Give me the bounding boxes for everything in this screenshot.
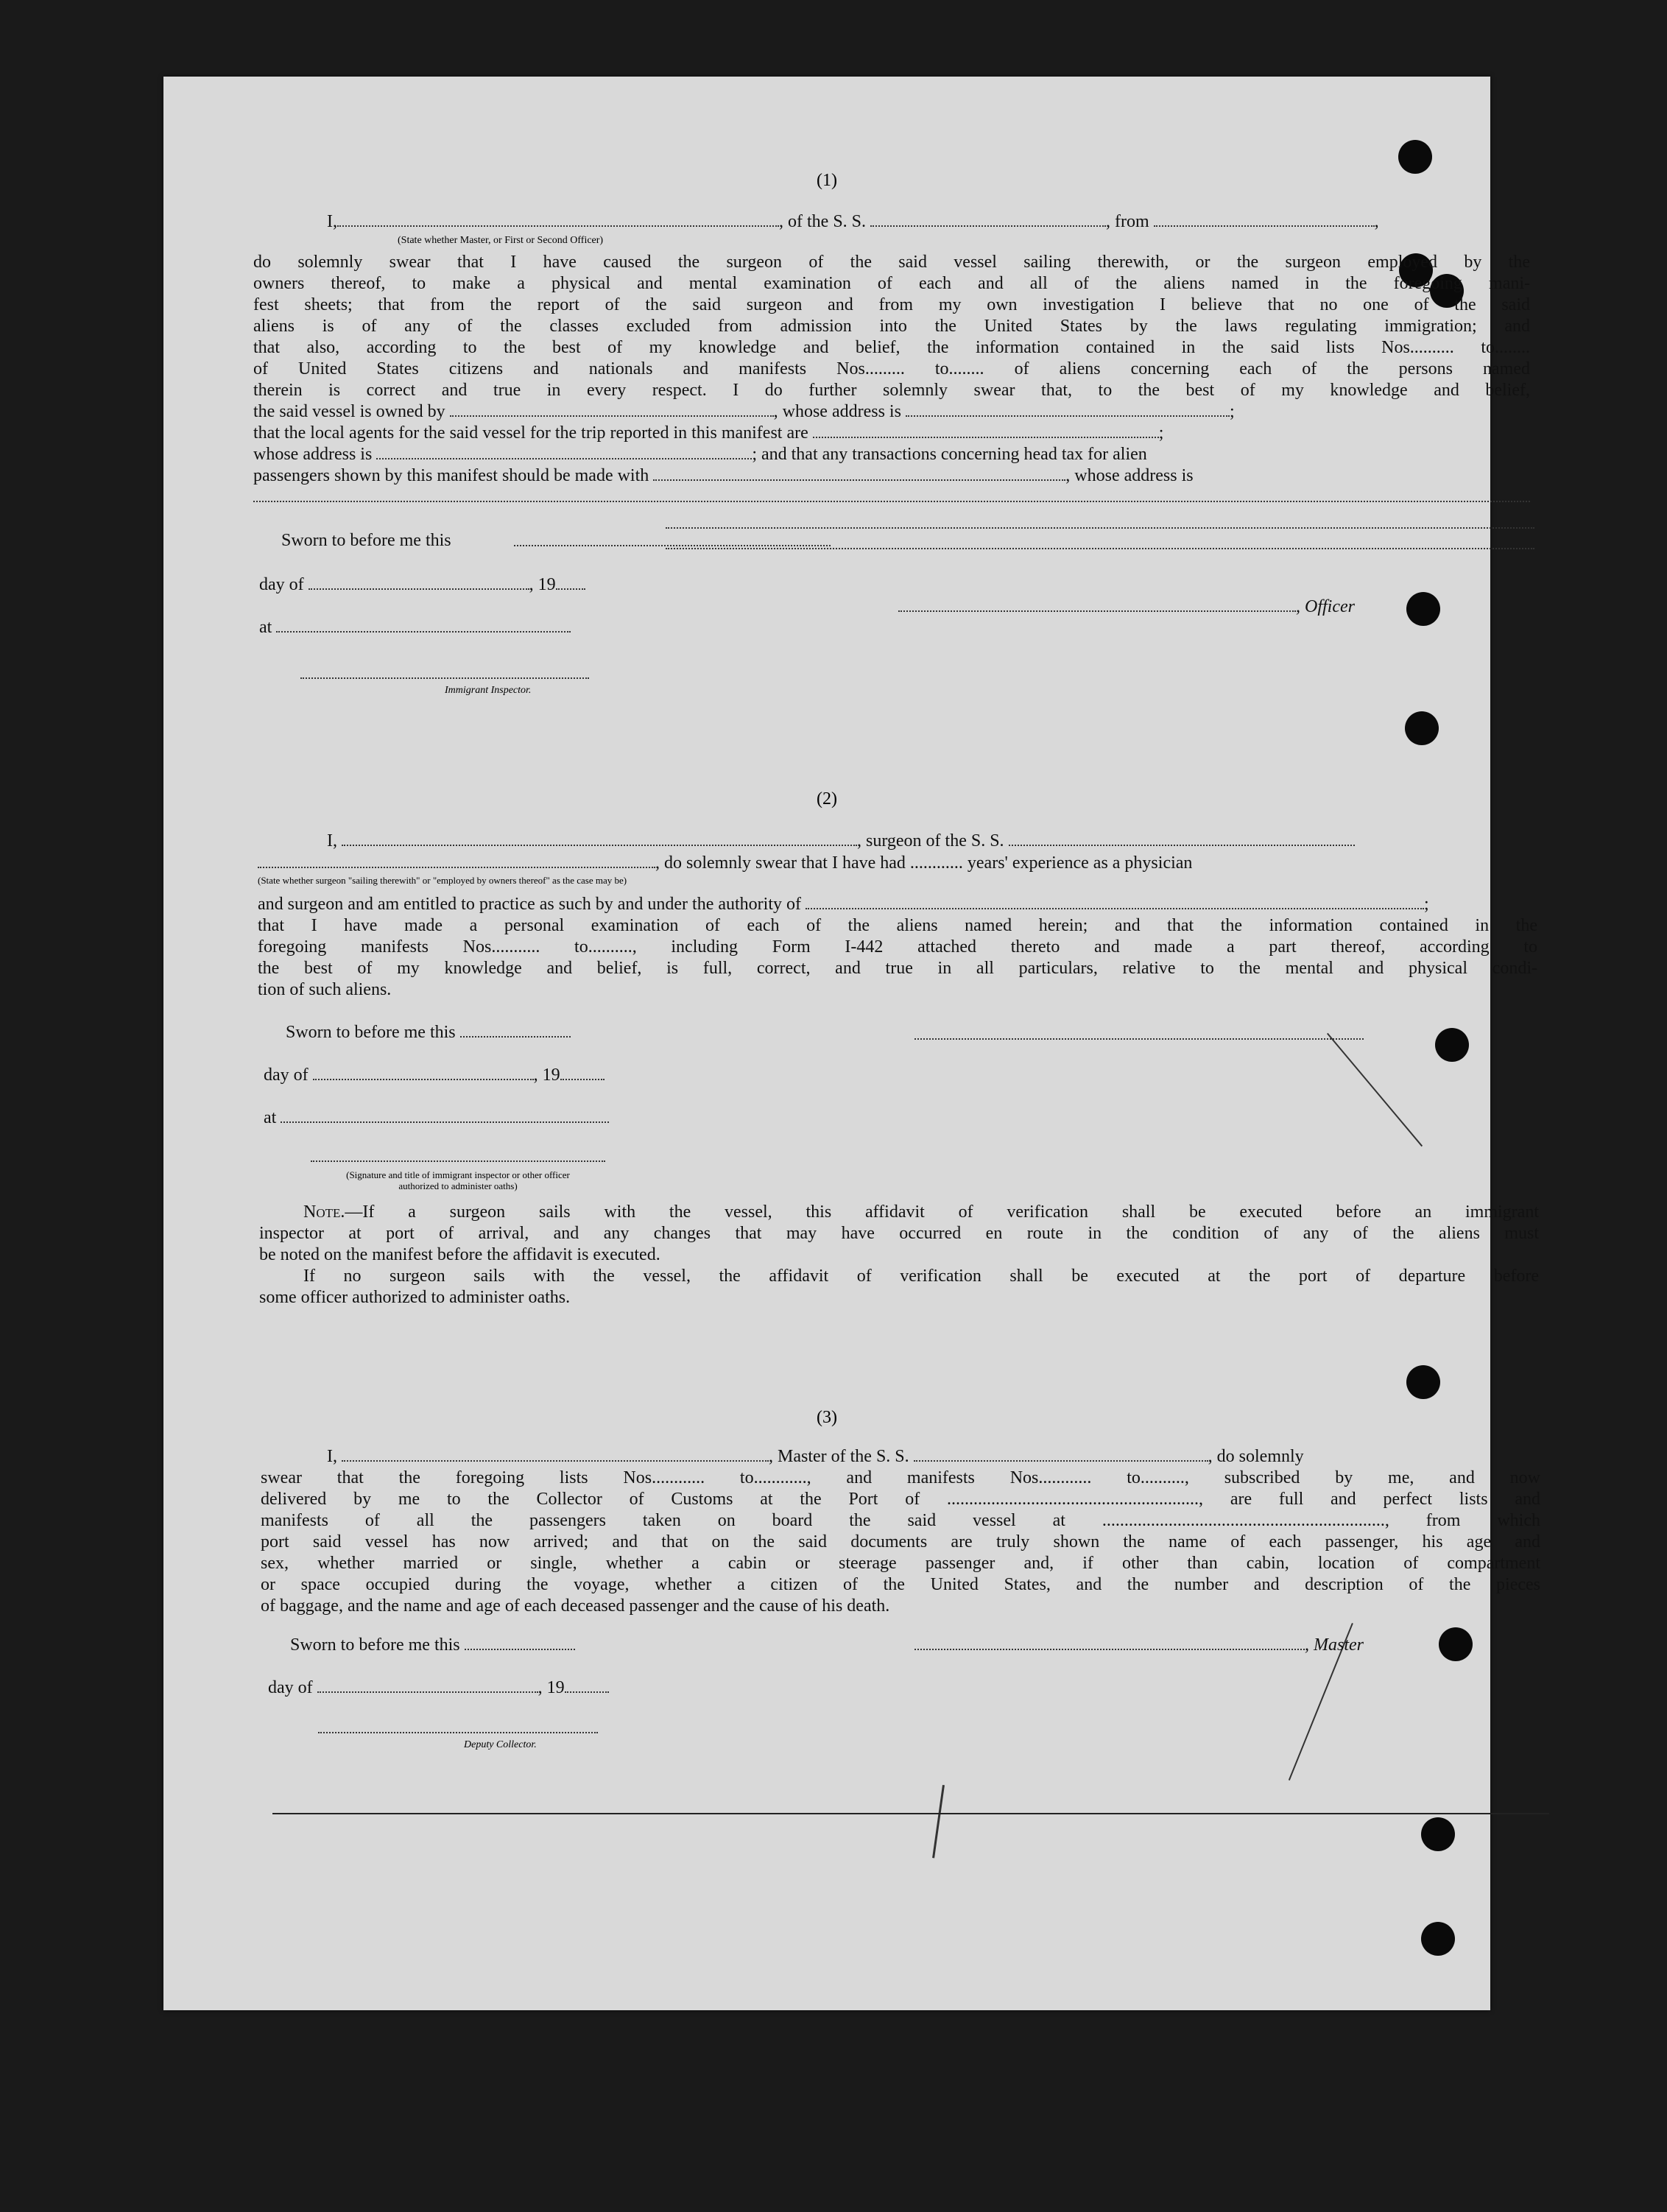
punch-hole bbox=[1439, 1627, 1473, 1661]
section-2-header: I, , surgeon of the S. S. bbox=[300, 831, 1355, 852]
deputy-signature-field[interactable] bbox=[318, 1732, 598, 1733]
immigrant-inspector-caption: Immigrant Inspector. bbox=[445, 685, 532, 696]
section-1-body: do solemnly swear that I have caused the surgeon of the said vessel sailing therewith, or the surgeon employed by the owners thereof, to make a physical and mental examination of each and all of the aliens named in the foregoing mani- fest sheets; that from the report of the said surgeon and from my own investigation I believe that no one of the said aliens is of any of the classes excluded from admission into the United States by the laws regulating immigration; and that also, according to the best of my knowledge and belief, the information contained in the said lists Nos.......... to........ of United States citizens and nationals and manifests Nos......... to........ of aliens concerning each of the persons named therein is correct and true in every respect. I do further solemnly swear that, to the best of my knowledge and belief, the said vessel is owned by , whose address is ; that the local agents for the said vessel for the trip reported in this manifest are ; whose address is ; and that any transactions concerning head tax for alien passengers shown by this manifest should be made with , whose address is bbox=[253, 252, 1530, 508]
authority-field[interactable] bbox=[806, 908, 1424, 909]
inspector-signature-field-2[interactable] bbox=[311, 1160, 605, 1162]
caption-master: (State whether Master, or First or Second Officer) bbox=[398, 235, 604, 246]
manifest-page bbox=[163, 77, 1540, 2010]
section-1-header-line: I, , of the S. S. , from , bbox=[327, 212, 1379, 231]
officer-line: , Officer bbox=[898, 596, 1355, 618]
oath-extra-line-1[interactable] bbox=[666, 527, 1534, 529]
section-3-number: (3) bbox=[817, 1408, 837, 1427]
note-block: Note.—If a surgeon sails with the vessel, this affidavit of verification shall be executed before an immigrant inspector at port of arrival, and any changes that may have occurred en route in the condition of any of the aliens must be noted on the manifest before the affidavit is executed. If no surgeon sails with the vessel, the affidavit of verification shall be executed at the port of departure before some officer authorized to administer oaths. bbox=[259, 1202, 1539, 1307]
at-label-1: at bbox=[259, 617, 571, 638]
punch-hole bbox=[1405, 711, 1439, 745]
at-field-1[interactable] bbox=[276, 631, 571, 633]
officer-signature-field[interactable] bbox=[898, 610, 1296, 612]
sworn-label-3: Sworn to before me this bbox=[290, 1635, 575, 1656]
at-field-2[interactable] bbox=[281, 1121, 609, 1123]
sworn-day-field-3[interactable] bbox=[465, 1649, 575, 1650]
master-signature-field[interactable] bbox=[914, 1649, 1305, 1650]
master-name-field-3[interactable] bbox=[342, 1460, 769, 1462]
section-2-swear-line: , do solemnly swear that I have had ............ years' experience as a physician bbox=[258, 853, 1537, 874]
punch-hole bbox=[1406, 1365, 1440, 1399]
punch-hole bbox=[1421, 1817, 1455, 1851]
owner-address-field[interactable] bbox=[906, 415, 1230, 417]
deputy-collector-caption: Deputy Collector. bbox=[464, 1739, 537, 1750]
surgeon-vessel-field[interactable] bbox=[1009, 845, 1355, 846]
local-agents-field[interactable] bbox=[813, 437, 1159, 438]
year-field-3[interactable] bbox=[565, 1691, 609, 1693]
inspector-signature-field[interactable] bbox=[300, 677, 589, 679]
at-label-2: at bbox=[264, 1107, 609, 1129]
head-tax-address-field[interactable] bbox=[253, 501, 1530, 502]
sworn-day-field-1[interactable] bbox=[514, 545, 831, 546]
punch-hole bbox=[1406, 592, 1440, 626]
year-field-2[interactable] bbox=[560, 1079, 605, 1080]
surgeon-status-field[interactable] bbox=[258, 867, 655, 868]
handwritten-mark bbox=[1327, 1033, 1423, 1146]
sworn-day-field-2[interactable] bbox=[460, 1036, 571, 1038]
bottom-divider bbox=[272, 1813, 1549, 1814]
sworn-label-2: Sworn to before me this bbox=[286, 1022, 571, 1043]
from-port-field[interactable] bbox=[1154, 225, 1375, 227]
section-1 bbox=[300, 211, 1533, 233]
master-name-field[interactable] bbox=[337, 225, 779, 227]
agents-address-field[interactable] bbox=[376, 458, 752, 459]
day-of-label-1: day of , 19 bbox=[259, 574, 585, 596]
section-3-body: swear that the foregoing lists Nos............ to............, and manifests Nos............ to.........., subscribed by me, and now delivered by me to the Collector of Customs at the Port of ........................................................., are full and perfect lists and manifests of all the passengers taken on board the said vessel at ................................................................, from which port said vessel has now arrived; and that on the said documents are truly shown the name of each passenger, his age and sex, whether married or single, whether a cabin or steerage passenger and, if other than cabin, location of compartment or space occupied during the voyage, whether a citizen of the United States, and the number and description of the pieces of baggage, and the name and age of each deceased passenger and the cause of his death. bbox=[261, 1468, 1540, 1616]
owner-field[interactable] bbox=[450, 415, 774, 417]
handwritten-mark bbox=[932, 1785, 945, 1858]
punch-hole bbox=[1398, 140, 1432, 174]
vessel-name-field[interactable] bbox=[870, 225, 1106, 227]
section-1-number: (1) bbox=[817, 171, 837, 190]
day-of-field-1[interactable] bbox=[309, 588, 529, 590]
punch-hole bbox=[1435, 1028, 1469, 1062]
day-of-label-2: day of , 19 bbox=[264, 1065, 605, 1086]
head-tax-agent-field[interactable] bbox=[653, 479, 1065, 481]
caption-signature: (Signature and title of immigrant inspector or other officer authorized to administer oaths) bbox=[346, 1169, 570, 1191]
section-2-number: (2) bbox=[817, 789, 837, 809]
caption-surgeon: (State whether surgeon "sailing therewith" or "employed by owners thereof" as the case may be) bbox=[258, 875, 627, 886]
year-field-1[interactable] bbox=[556, 588, 585, 590]
oath-extra-line-2[interactable] bbox=[666, 548, 1534, 549]
surgeon-name-field[interactable] bbox=[342, 845, 857, 846]
section-2-body: and surgeon and am entitled to practice as such by and under the authority of ; that I have made a personal examination of each of the aliens named herein; and that the information contained in the foregoing manifests Nos........... to.........., including Form I-442 attached thereto and made a part thereof, according to the best of my knowledge and belief, is full, correct, and true in all particulars, relative to the mental and physical condi- tion of such aliens. bbox=[258, 895, 1537, 999]
section-3-header: I, , Master of the S. S. , do solemnly bbox=[327, 1447, 1304, 1466]
punch-hole bbox=[1421, 1922, 1455, 1956]
day-of-field-2[interactable] bbox=[313, 1079, 534, 1080]
day-of-label-3: day of , 19 bbox=[268, 1677, 609, 1699]
surgeon-signature-field[interactable] bbox=[914, 1038, 1364, 1040]
sworn-label-1: Sworn to before me this bbox=[281, 531, 451, 550]
master-line: , Master bbox=[914, 1635, 1364, 1656]
vessel-name-field-3[interactable] bbox=[914, 1460, 1208, 1462]
day-of-field-3[interactable] bbox=[317, 1691, 538, 1693]
